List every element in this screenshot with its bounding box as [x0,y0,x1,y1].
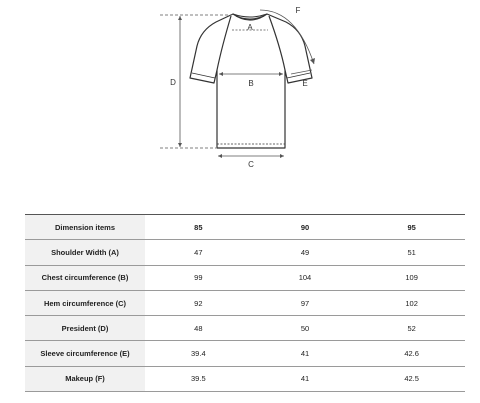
header-size-85: 85 [145,215,252,240]
table-cell: 42.6 [358,341,465,366]
row-label: Shoulder Width (A) [25,240,145,265]
measure-line-f [260,10,314,64]
table-cell: 104 [252,265,359,290]
row-label: President (D) [25,316,145,341]
table-cell: 51 [358,240,465,265]
table-cell: 50 [252,316,359,341]
label-d: D [170,78,176,87]
table-row [25,240,465,265]
table-cell: 47 [145,240,252,265]
arrow-b-left [219,72,223,76]
table-cell: 99 [145,265,252,290]
row-label: Hem circumference (C) [25,290,145,315]
label-b: B [248,79,254,88]
table-row [25,290,465,315]
header-dimension-items: Dimension items [25,215,145,240]
label-f: F [295,6,301,15]
table-row [25,316,465,341]
table-row [25,341,465,366]
table-cell: 48 [145,316,252,341]
arrow-c-left [218,154,222,158]
table-cell: 109 [358,265,465,290]
header-size-90: 90 [252,215,359,240]
label-c: C [248,160,254,169]
table-cell: 102 [358,290,465,315]
table-cell: 92 [145,290,252,315]
row-label: Chest circumference (B) [25,265,145,290]
table-cell: 52 [358,316,465,341]
arrow-d-bottom [178,143,182,147]
row-label: Sleeve circumference (E) [25,341,145,366]
table-cell: 42.5 [358,366,465,391]
table-row [25,265,465,290]
arrow-d-top [178,16,182,20]
table-cell: 49 [252,240,359,265]
table-row [25,366,465,391]
label-a: A [247,23,253,32]
table-cell: 39.5 [145,366,252,391]
arrow-b-right [279,72,283,76]
size-chart-table [25,214,465,392]
table-header-row [25,215,465,240]
header-size-95: 95 [358,215,465,240]
arrow-c-right [280,154,284,158]
label-e: E [302,79,308,88]
collar-rib [233,14,267,19]
table-cell: 39.4 [145,341,252,366]
table-cell: 41 [252,366,359,391]
table-cell: 97 [252,290,359,315]
row-label: Makeup (F) [25,366,145,391]
table-cell: 41 [252,341,359,366]
